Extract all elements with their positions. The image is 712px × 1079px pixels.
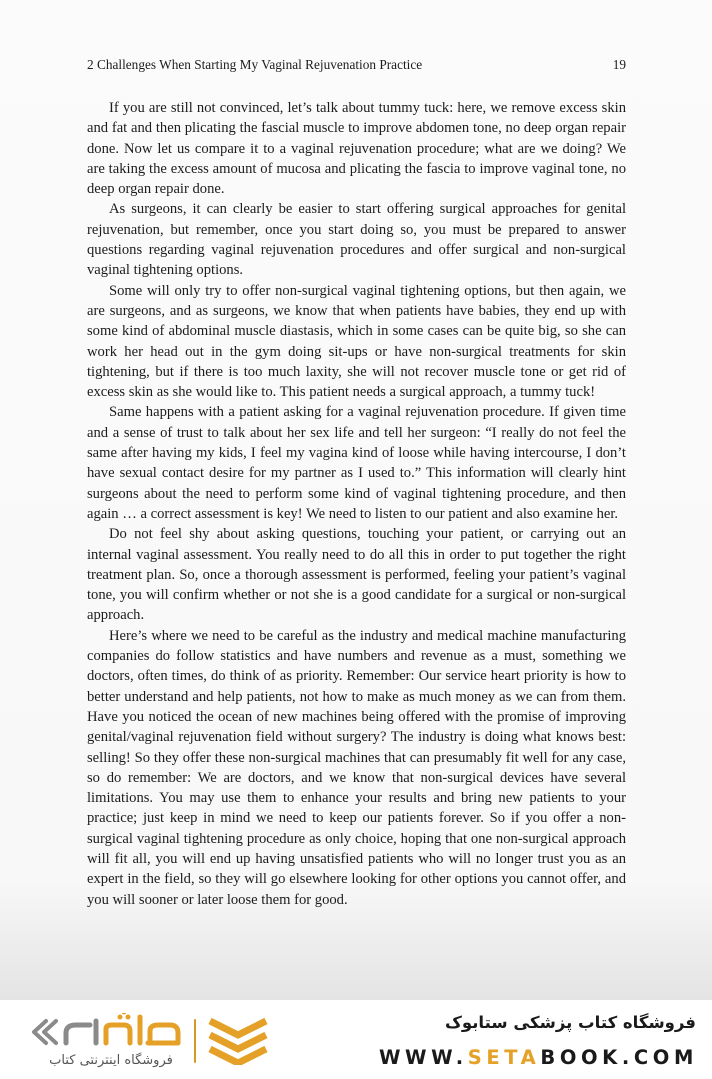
url-prefix: WWW. bbox=[378, 1046, 468, 1069]
paragraph: Some will only try to offer non-surgical vaginal tightening options, but then again, we are surgeons, and as surgeons, we know that when patients have babies, they end up with some kind of abdominal muscle diastasis, which in some cases can be quite big, so she can work her head out in the gym doing sit-ups or have non-surgical treatments for skin tightening, but if there is too much laxity, she will not recover muscle tone or get rid of excess skin as she would like to. This patient needs a surgical approach, a tummy tuck! bbox=[87, 282, 626, 401]
body-text bbox=[87, 98, 626, 910]
logo-divider bbox=[194, 1019, 196, 1063]
paragraph: Same happens with a patient asking for a vaginal rejuvenation procedure. If given time and a sense of trust to talk about her sex life and tell her surgeon: “I really do not feel the same after having my kids, I feel my vagina kind of loose while having intercourse, I don’t have sexual contact desire for my partner as I used to.” This information will clearly hint surgeons about the need to perform some kind of vaginal tightening procedure, and then again … a correct assessment is key! We need to listen to our patient and also examine her. bbox=[87, 404, 626, 522]
paragraph: As surgeons, it can clearly be easier to start offering surgical approaches for genital rejuvenation, but remember, once you start doing so, you must be prepared to answer questions regarding vaginal rejuvenation procedures and offer surgical and non-surgical vaginal tightening options. bbox=[87, 201, 626, 279]
paragraph: Here’s where we need to be careful as the industry and medical machine manufacturing companies do follow statistics and have numbers and revenue as a must, something we doctors, often times, do think of as priority. Remember: Our service heart priority is how to better understand and help patients, not how to make as much money as we can from them. Have you noticed the ocean of new machines being offered with the promise of improving genital/vaginal rejuvenation field without surgery? The industry is doing what knows best: selling! So they offer these non-surgical machines that can presumably fit well for any case, so do remember: We are doctors, and we know that non-surgical devices have several limitations. You may use them to enhance your results and bring new patients to your practice; just keep in mind we need to keep our patients forever. So if you offer a non-surgical vaginal tightening procedure as only choice, hoping that one non-surgical approach will fit all, you will end up having unsatisfied patients who will no longer trust you as an expert in the field, so they will go elsewhere looking for other options you cannot offer, and you will sooner or later loose them for good. bbox=[87, 627, 626, 908]
running-head bbox=[87, 56, 626, 74]
url-highlight: SETA bbox=[467, 1046, 541, 1069]
book-chevron-logo-icon bbox=[206, 1015, 270, 1065]
store-url[interactable] bbox=[379, 1046, 698, 1069]
store-name: فروشگاه کتاب پزشکی ستابوک bbox=[445, 1013, 696, 1032]
url-suffix: BOOK.COM bbox=[540, 1046, 698, 1069]
page-number: 19 bbox=[612, 57, 626, 72]
logo-tagline: فروشگاه اینترنتی کتاب bbox=[49, 1053, 173, 1068]
chapter-title: 2 Challenges When Starting My Vaginal Rejuvenation Practice bbox=[87, 57, 423, 72]
setabook-logo-wordmark bbox=[32, 1013, 182, 1051]
paragraph: Do not feel shy about asking questions, touching your patient, or carrying out an internal vaginal assessment. You really need to do all this in order to put together the right treatment plan. So, once a thorough assessment is performed, feeling your patient’s vaginal tone, you will confirm whether or not she is a good candidate for a surgical or non-surgical approach. bbox=[87, 526, 626, 624]
paragraph: If you are still not convinced, let’s talk about tummy tuck: here, we remove excess skin and fat and then plicating the fascial muscle to improve abdomen tone, no deep organ repair done. Now let us compare it to a vaginal rejuvenation procedure; what are we doing? We are taking the excess amount of mucosa and plicating the fascia to improve vaginal tone, no deep organ repair done. bbox=[87, 100, 626, 198]
